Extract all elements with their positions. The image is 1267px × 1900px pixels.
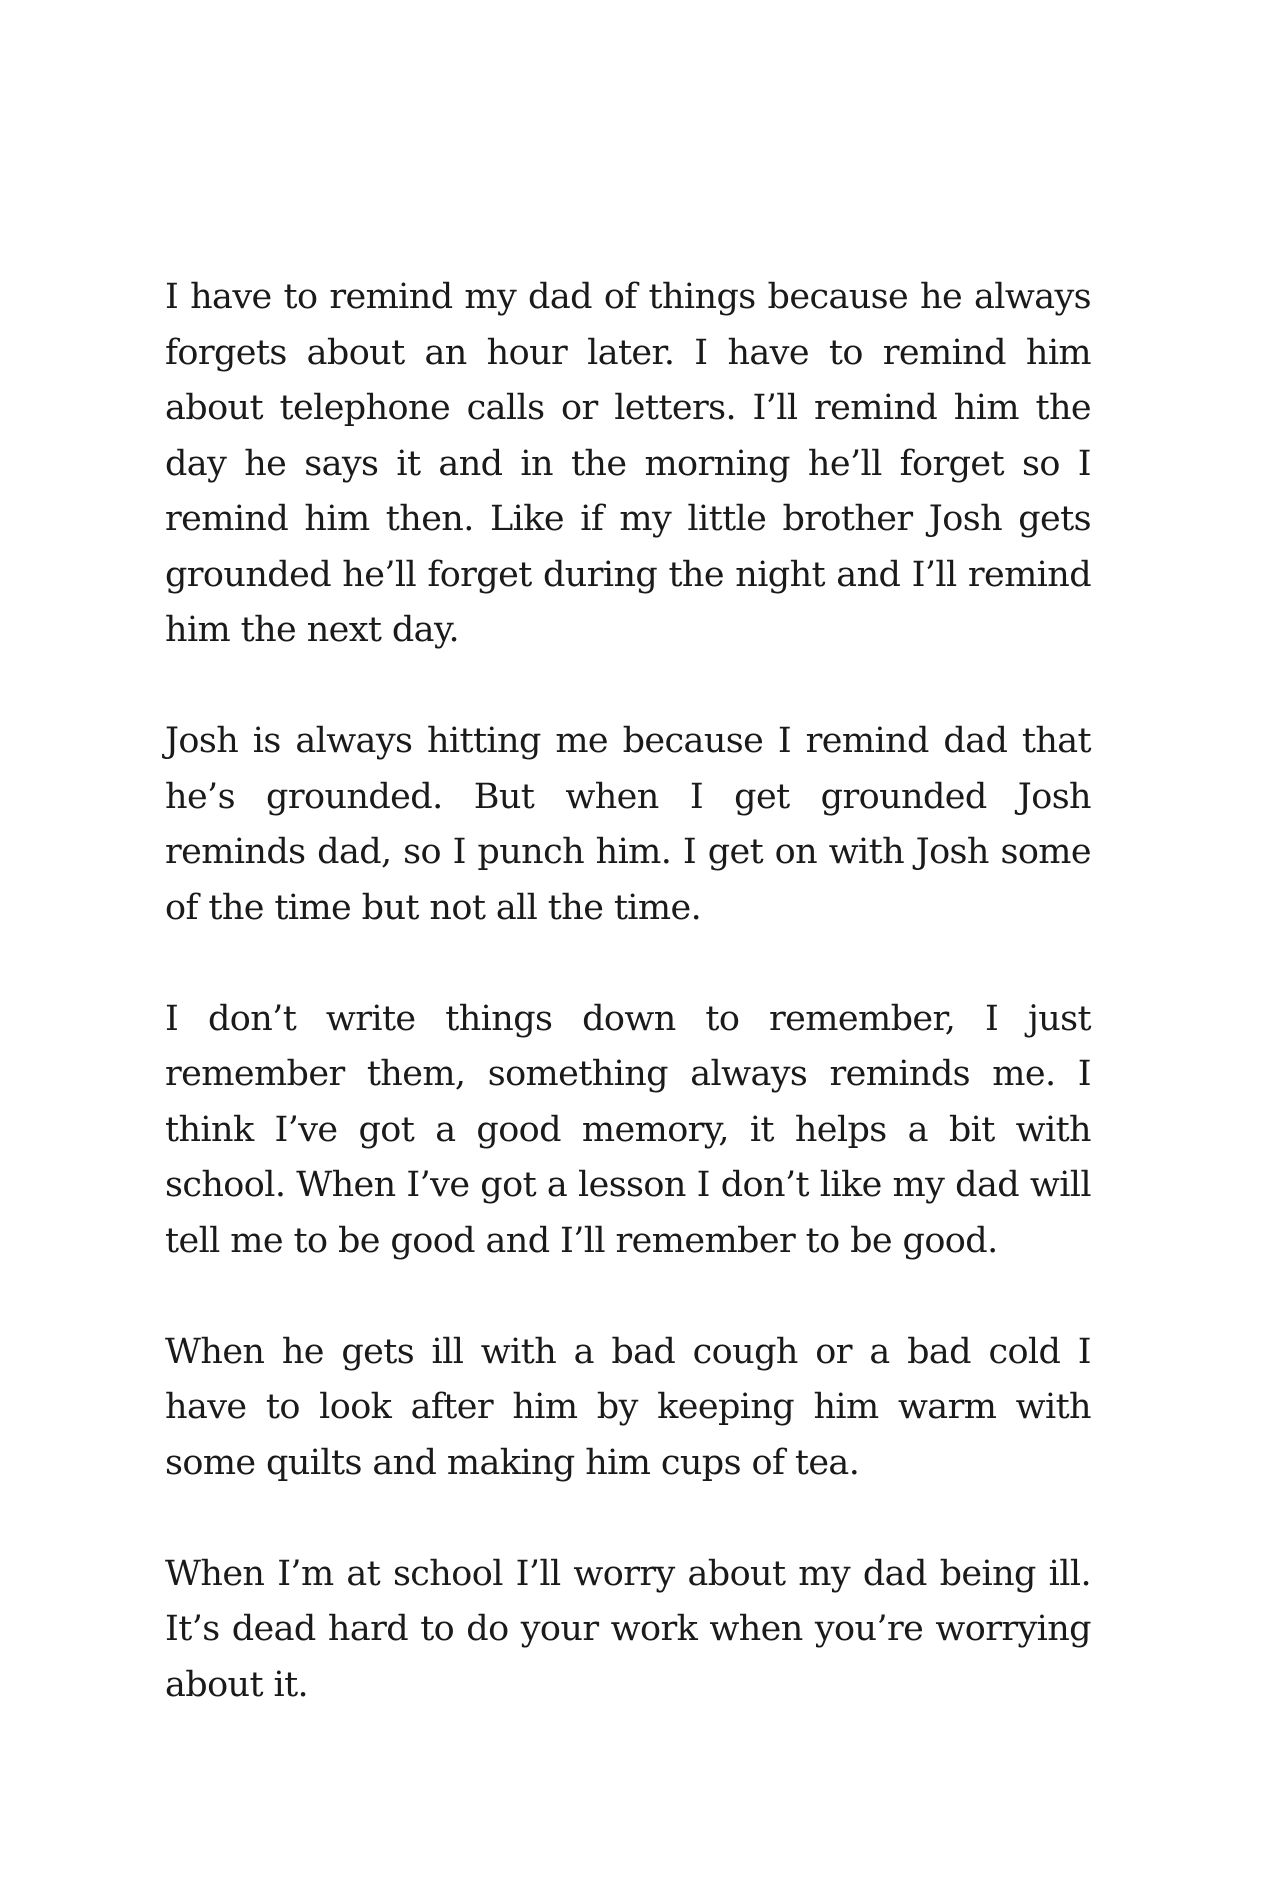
- paragraph-4: When he gets ill with a bad cough or a bad cold I have to look after him by keeping him warm with some quilts and making him cups of tea.: [165, 1331, 1091, 1483]
- paragraph-1: I have to remind my dad of things because he always forgets about an hour later. I have to remind him about telephone calls or letters. I’ll remind him the day he says it and in the morning he’ll forget so I remind him then. Like if my little brother Josh gets grounded he’ll forget during the night and I’ll remind him the next day.: [165, 277, 1091, 650]
- body-text: [165, 270, 1091, 1713]
- paragraph-2: Josh is always hitting me because I remind dad that he’s grounded. But when I get grounded Josh reminds dad, so I punch him. I get on with Josh some of the time but not all the time.: [165, 721, 1091, 928]
- paragraph-3: I don’t write things down to remember, I just remember them, something always reminds me. I think I’ve got a good memory, it helps a bit with school. When I’ve got a lesson I don’t like my dad will tell me to be good and I’ll remember to be good.: [165, 998, 1091, 1261]
- paragraph-5: When I’m at school I’ll worry about my dad being ill. It’s dead hard to do your work when you’re worrying about it.: [165, 1553, 1091, 1705]
